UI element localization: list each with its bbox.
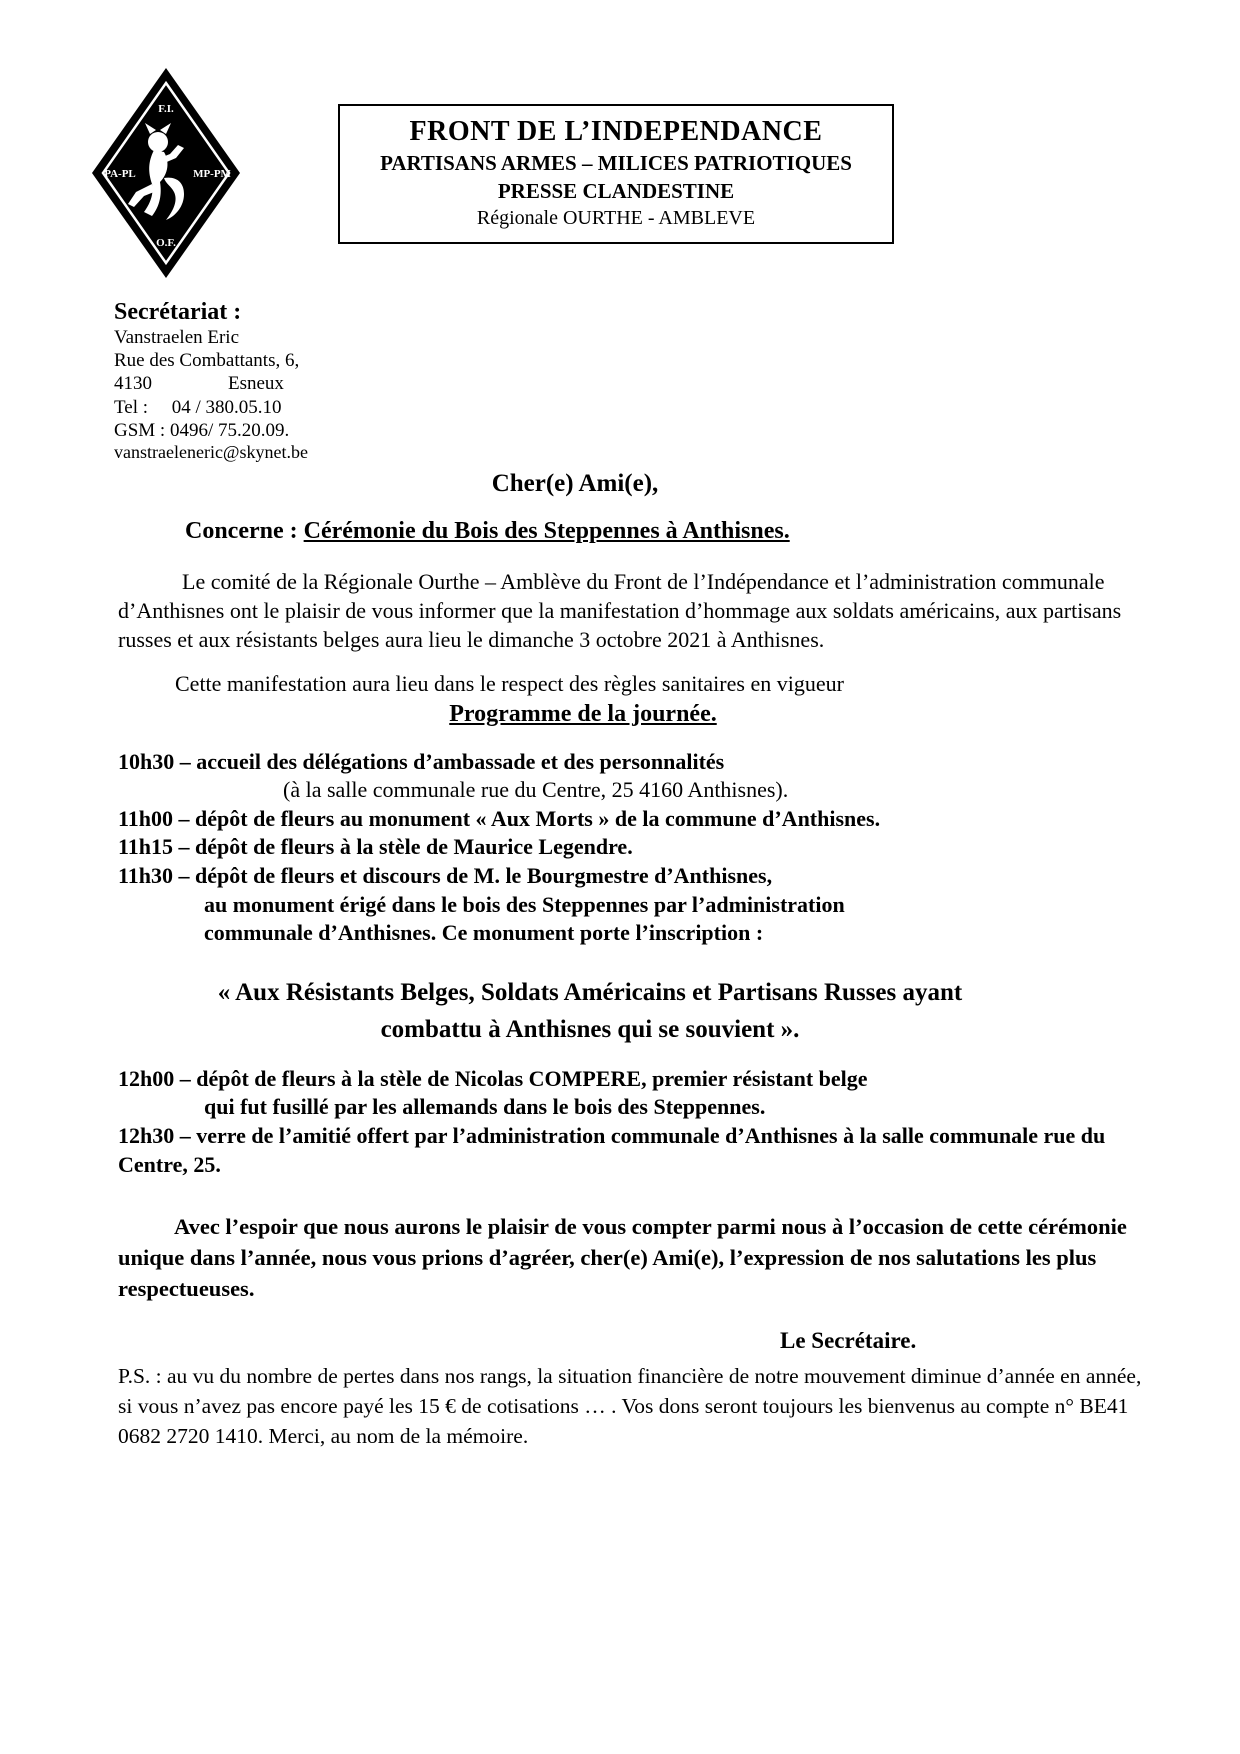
closing-paragraph: Avec l’espoir que nous aurons le plaisir de vous compter parmi nous à l’occasion de cette cérémonie unique dans l’année, nous vous prions d’agréer, cher(e) Ami(e), l’expression de nos salutations les plus respectueuses.: [118, 1214, 1127, 1302]
fi-logo-graphic: [90, 66, 242, 280]
logo-text-papl: PA-PL: [104, 168, 136, 180]
org-subtitle-1: PARTISANS ARMES – MILICES PATRIOTIQUES: [380, 151, 852, 175]
monument-inscription: [70, 974, 1110, 1049]
secretariat-gsm: GSM : 0496/ 75.20.09.: [114, 419, 290, 441]
org-title: FRONT DE L’INDEPENDANCE: [409, 116, 823, 147]
programme-item-1115: 11h15 – dépôt de fleurs à la stèle de Maurice Legendre.: [118, 834, 633, 860]
secretariat-block: [114, 299, 1240, 464]
programme-item-1200-cont: qui fut fusillé par les allemands dans le bois des Steppennes.: [204, 1094, 766, 1120]
org-subtitle-2: PRESSE CLANDESTINE: [497, 179, 735, 203]
letterhead-row: [0, 0, 1240, 285]
programme-item-1100: 11h00 – dépôt de fleurs au monument « Aux Morts » de la commune d’Anthisnes.: [118, 805, 881, 831]
salutation: Cher(e) Ami(e),: [491, 469, 659, 497]
subject-line: [185, 518, 1240, 545]
signature: Le Secrétaire.: [780, 1328, 917, 1354]
programme-item-1030-location: (à la salle communale rue du Centre, 25 4160 Anthisnes).: [283, 777, 789, 803]
fi-diamond-logo: [90, 66, 242, 285]
programme-title: Programme de la journée.: [449, 700, 717, 727]
programme-list: [118, 748, 1145, 948]
logo-text-fi: F.I.: [158, 103, 174, 115]
monument-inscription-line-2: combattu à Anthisnes qui se souvient ».: [380, 1016, 800, 1044]
programme-item-1200: 12h00 – dépôt de fleurs à la stèle de Nicolas COMPERE, premier résistant belge: [118, 1065, 868, 1091]
secretariat-name: Vanstraelen Eric: [114, 327, 240, 348]
monument-inscription-line-1: « Aux Résistants Belges, Soldats Américains et Partisans Russes ayant: [217, 978, 963, 1006]
secretariat-city: 4130 Esneux: [114, 373, 284, 395]
programme-item-1130: 11h30 – dépôt de fleurs et discours de M. le Bourgmestre d’Anthisnes,: [118, 862, 773, 888]
secretariat-email: vanstraeleneric@skynet.be: [114, 441, 308, 462]
secretariat-street: Rue des Combattants, 6,: [114, 350, 300, 372]
secretariat-title: Secrétariat :: [114, 299, 242, 325]
secretariat-tel: Tel : 04 / 380.05.10: [114, 396, 282, 418]
programme-list-afternoon: [118, 1065, 1145, 1179]
logo-text-of: O.F.: [156, 237, 176, 249]
programme-item-1130-cont-2: communale d’Anthisnes. Ce monument porte l’inscription :: [204, 920, 764, 946]
programme-item-1230: 12h30 – verre de l’amitié offert par l’administration communale d’Anthisnes à la salle communale rue du Centre, 25.: [118, 1122, 1106, 1177]
letterhead-box: [338, 104, 894, 244]
postscript: P.S. : au vu du nombre de pertes dans nos rangs, la situation financière de notre mouvement diminue d’année en année, si vous n’avez pas encore payé les 15 € de cotisations … . Vos dons seront toujours les bienvenus au compte n° BE41 0682 2720 1410. Merci, au nom de la mémoire.: [118, 1364, 1142, 1448]
programme-item-1130-cont-1: au monument érigé dans le bois des Steppennes par l’administration: [204, 891, 845, 917]
org-regional: Régionale OURTHE - AMBLEVE: [476, 207, 756, 229]
sanitary-note: Cette manifestation aura lieu dans le respect des règles sanitaires en vigueur: [175, 670, 844, 696]
subject-label: Concerne :: [185, 517, 304, 544]
intro-paragraph: Le comité de la Régionale Ourthe – Amblève du Front de l’Indépendance et l’administration communale d’Anthisnes ont le plaisir de vous informer que la manifestation d’hommage aux soldats américains, aux partisans russes et aux résistants belges aura lieu le dimanche 3 octobre 2021 à Anthisnes.: [118, 568, 1122, 653]
programme-item-1030: 10h30 – accueil des délégations d’ambassade et des personnalités: [118, 748, 725, 774]
subject-text: Cérémonie du Bois des Steppennes à Anthisnes.: [303, 517, 790, 544]
logo-text-mppm: MP-PM: [193, 168, 231, 180]
